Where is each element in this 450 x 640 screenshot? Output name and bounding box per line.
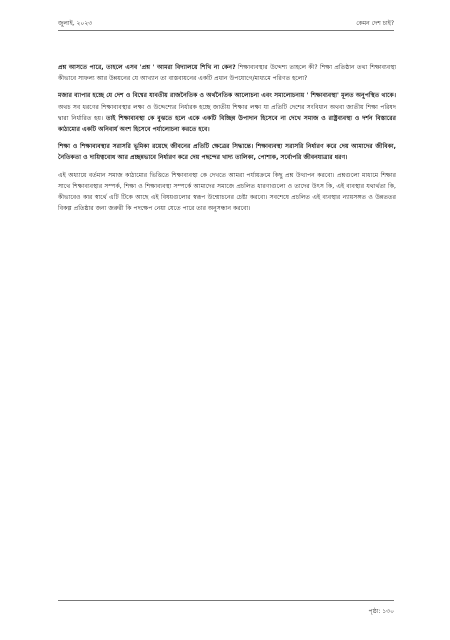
paragraph-3 (58, 141, 396, 163)
paragraph-2-bold-lead: মজার ব্যাপার হচ্ছে যে দেশ ও বিশ্বের যাবতীয় রাজনৈতিক ও অর্থনৈতিক আলোচনা এবং সমালোচনায় ' শিক্ষাব্যবস্থা' মূলত অনুপস্থিত থাকে। (58, 92, 396, 100)
paragraph-2-text: অথচ সব ধরণের শিক্ষাব্যবস্থার লক্ষ্য ও উদ্দেশ্যের নির্ধারক হচ্ছে জাতীয় শিক্ষার লক্ষ্য যা প্রতিটি দেশের সংবিধান অথবা জাতীয় শিক্ষা পরিষদ দ্বারা নির্ধারিত হয়। (58, 103, 396, 122)
paragraph-1-text: শিক্ষাব্যবস্থার উদ্দেশ্য তাহলে কী? শিক্ষা প্রতিষ্ঠান তথা শিক্ষাব্যবস্থা কীভাবে সাফল্য আর উন্নয়নের যে আখ্যান তা বাস্তবায়নের একটি প্রধান উপযোগে/মাধ্যমে পরিণত হলো? (58, 64, 396, 83)
footer-divider (58, 600, 394, 601)
header-book-title: কেমন দেশ চাই? (356, 20, 394, 27)
paragraph-2-bold-tail: তাই শিক্ষাব্যবস্থা কে বুঝতে হলে একে একটি বিচ্ছিন্ন উপাদান হিসেবে না দেখে সমাজ ও রাষ্ট্রব্যবস্থা ও দর্শন বিস্তারের কাঠামোর একটি অনিবার্য অংশ হিসেবে পর্যালোচনা করতে হবে। (58, 114, 396, 134)
paragraph-1 (58, 62, 396, 84)
header-divider (58, 30, 394, 31)
paragraph-3-bold: শিক্ষা ও শিক্ষাব্যবস্থার সরাসরি ভূমিকা রয়েছে জীবনের প্রতিটি ক্ষেত্রের সিদ্ধান্তে। শিক্ষাব্যবস্থা সরাসরি নির্ধারণ করে দেয় আমাদের জীবিকা, নৈতিকতা ও দায়িত্ববোধ আর প্রচ্ছন্নভাবে নির্ধারণ করে দেয় পছন্দের খাদ্য তালিকা, পোশাক, সর্বোপরি জীবনযাত্রার ধরণ। (58, 143, 396, 162)
paragraph-4-text: এই অধ্যায়ে বর্তমান সমাজ কাঠামোর ভিত্তিতে শিক্ষাব্যবস্থা কে দেখতে আমরা পর্যায়ক্রমে কিছু প্রশ্ন উত্থাপন করবো। প্রশ্নগুলো মাধ্যমে শিক্ষার সাথে শিক্ষাব্যবস্থার সম্পর্ক, শিক্ষা ও শিক্ষাব্যবস্থা সম্পর্কে আমাদের সমাজে প্রচলিত ধারণাগুলো ও তাদের উৎস কি, এই ব্যবস্থার যথার্থতা কি, কীভাবেও কার স্বার্থে এটি টিকে আছে এই বিষয়গুলোর স্বরূপ উন্মোচনের চেষ্টা করবো। সবশেষে প্রচলিত এই ব্যবস্থার ন্যায়সঙ্গত ও উন্নততর বিকল্প প্রতিষ্ঠার জন্য জরুরী কি পদক্ষেপ নেয়া যেতে পারে তার অনুসন্ধান করবো। (58, 171, 396, 213)
paragraph-2 (58, 90, 396, 135)
header-date: জুলাই, ২০২৩ (58, 20, 93, 27)
page-number: পৃষ্ঠা: ১৩০ (368, 608, 394, 615)
paragraph-1-bold: প্রশ্ন আসতে পারে, তাহলে এসব 'প্রশ্ন ' আমরা বিদ্যালয়ে শিখি না কেন? (58, 64, 236, 71)
page-body (58, 62, 396, 220)
page-header (58, 20, 394, 28)
paragraph-4 (58, 170, 396, 215)
